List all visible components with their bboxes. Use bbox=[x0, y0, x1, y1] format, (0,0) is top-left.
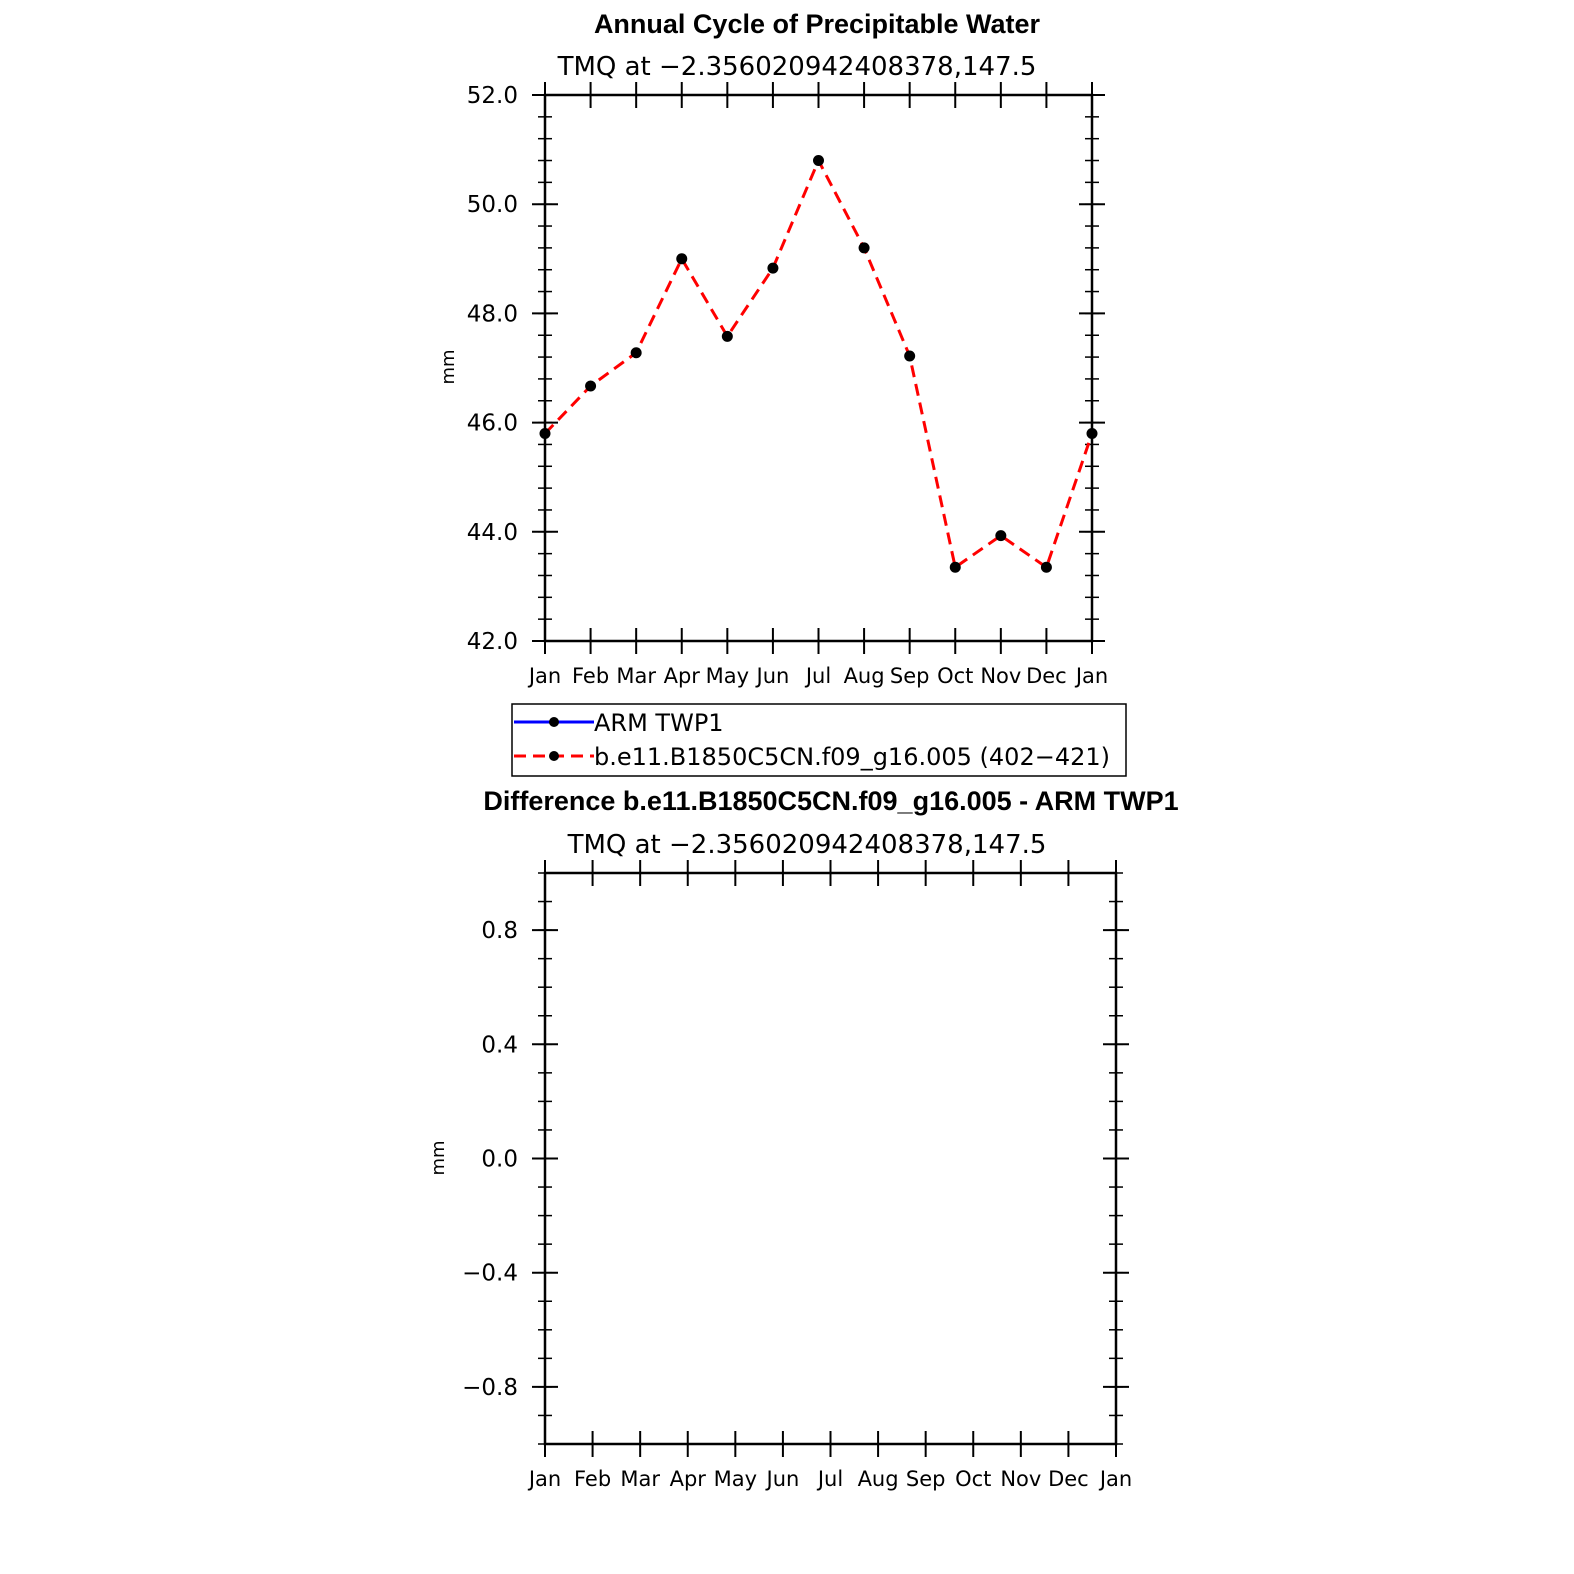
data-point bbox=[995, 530, 1006, 541]
y-tick-label: 52.0 bbox=[466, 83, 518, 109]
x-tick-label: Nov bbox=[1000, 1467, 1042, 1491]
x-tick-label: Oct bbox=[937, 664, 974, 688]
x-tick-label: Apr bbox=[669, 1467, 706, 1491]
x-tick-label: Jul bbox=[805, 664, 832, 688]
y-tick-label: 0.8 bbox=[481, 918, 518, 945]
x-tick-label: Dec bbox=[1048, 1467, 1089, 1491]
data-point bbox=[722, 331, 733, 342]
y-tick-label: 42.0 bbox=[466, 629, 518, 655]
y-axis-label: mm bbox=[438, 349, 459, 385]
y-tick-label: 48.0 bbox=[466, 301, 518, 328]
legend-label-model: b.e11.B1850C5CN.f09_g16.005 (402−421) bbox=[594, 743, 1110, 771]
data-point bbox=[950, 562, 961, 573]
x-tick-label: Apr bbox=[663, 664, 700, 688]
x-tick-label: Nov bbox=[980, 664, 1022, 688]
chart-subtitle: TMQ at −2.356020942408378,147.5 bbox=[557, 52, 1037, 82]
legend-marker-arm-twp1 bbox=[549, 717, 559, 727]
chart-subtitle: TMQ at −2.356020942408378,147.5 bbox=[567, 830, 1047, 860]
x-tick-label: Oct bbox=[955, 1467, 992, 1491]
plot-frame bbox=[545, 873, 1116, 1444]
difference-panel bbox=[428, 786, 1179, 1491]
y-tick-label: 44.0 bbox=[466, 519, 518, 546]
legend bbox=[512, 704, 1126, 776]
x-tick-label: Jan bbox=[1075, 664, 1109, 688]
y-tick-label: −0.8 bbox=[462, 1374, 518, 1401]
x-tick-label: Jan bbox=[528, 1467, 562, 1491]
y-tick-label: −0.4 bbox=[462, 1260, 518, 1287]
series-line-b-e11-b1850c5cn-f09-g16-005-402-421 bbox=[545, 161, 1092, 568]
x-tick-label: Mar bbox=[620, 1467, 660, 1491]
data-point bbox=[904, 350, 915, 361]
data-point bbox=[859, 242, 870, 253]
y-tick-label: 46.0 bbox=[466, 410, 518, 437]
x-tick-label: May bbox=[713, 1467, 758, 1491]
x-tick-label: Feb bbox=[573, 1467, 612, 1491]
x-tick-label: Dec bbox=[1026, 664, 1067, 688]
x-tick-label: Jan bbox=[528, 664, 562, 688]
plot-axes bbox=[467, 82, 1108, 688]
x-tick-label: Jun bbox=[756, 664, 790, 688]
x-tick-label: Feb bbox=[571, 664, 610, 688]
chart-title: Difference b.e11.B1850C5CN.f09_g16.005 - ARM TWP1 bbox=[483, 786, 1179, 816]
x-tick-label: Sep bbox=[905, 1467, 946, 1491]
annual-cycle-panel bbox=[438, 9, 1108, 688]
legend-entry-model bbox=[514, 743, 1110, 771]
x-tick-label: Aug bbox=[843, 664, 885, 688]
chart-title: Annual Cycle of Precipitable Water bbox=[593, 9, 1041, 39]
data-point bbox=[540, 428, 551, 439]
legend-label-arm-twp1: ARM TWP1 bbox=[594, 709, 724, 737]
x-tick-label: Jun bbox=[766, 1467, 800, 1491]
data-point bbox=[767, 263, 778, 274]
data-point bbox=[1041, 562, 1052, 573]
x-tick-label: Aug bbox=[857, 1467, 899, 1491]
data-point bbox=[585, 381, 596, 392]
data-point bbox=[676, 253, 687, 264]
y-axis-label: mm bbox=[428, 1140, 449, 1176]
plot-frame bbox=[545, 95, 1092, 641]
plot-data bbox=[540, 155, 1098, 573]
x-tick-label: Mar bbox=[616, 664, 656, 688]
legend-marker-model bbox=[549, 751, 559, 761]
y-tick-label: 0.0 bbox=[481, 1146, 518, 1173]
data-point bbox=[813, 155, 824, 166]
x-tick-label: Jan bbox=[1099, 1467, 1133, 1491]
y-tick-label: 0.4 bbox=[481, 1032, 518, 1059]
y-tick-label: 50.0 bbox=[466, 192, 518, 219]
plot-axes bbox=[462, 860, 1132, 1491]
data-point bbox=[631, 347, 642, 358]
x-tick-label: Jul bbox=[817, 1467, 844, 1491]
data-point bbox=[1087, 428, 1098, 439]
x-tick-label: Sep bbox=[889, 664, 930, 688]
x-tick-label: May bbox=[705, 664, 750, 688]
